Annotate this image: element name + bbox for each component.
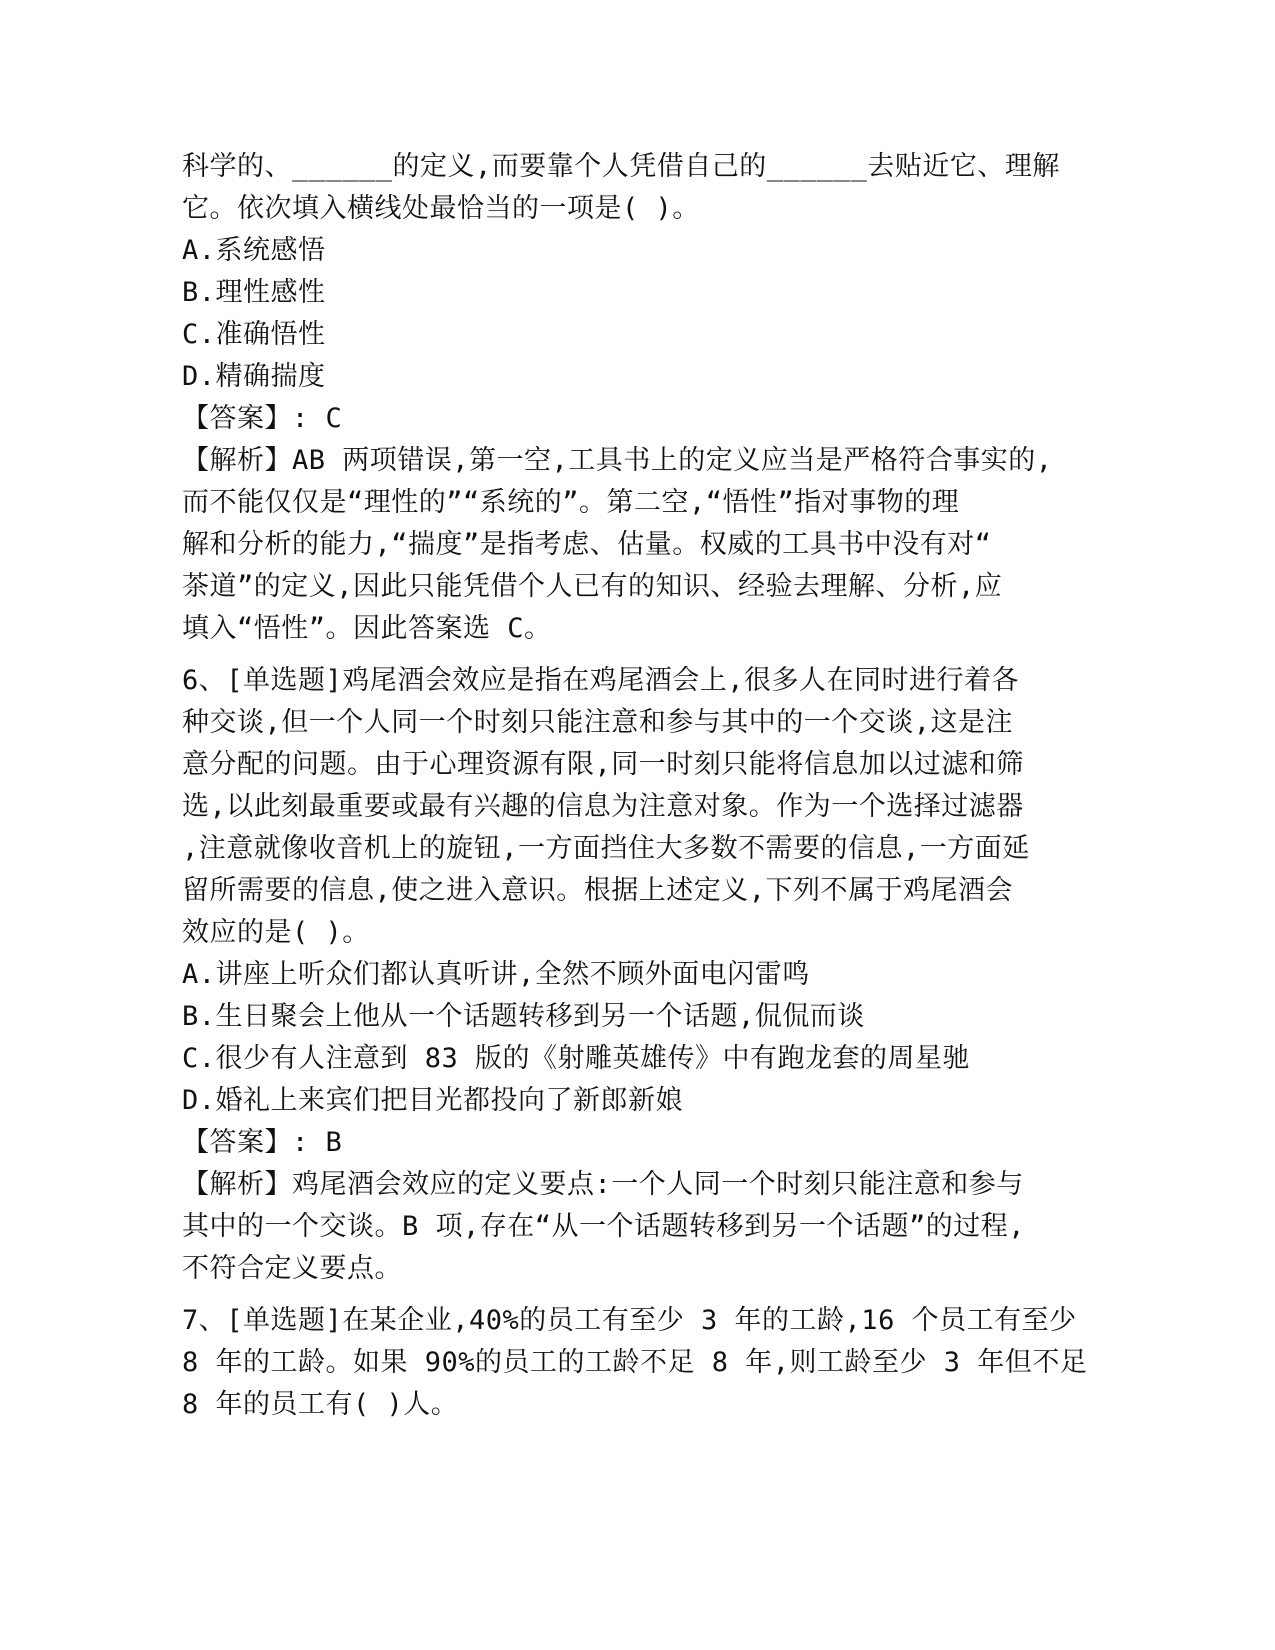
answer-line: 【答案】: B xyxy=(182,1127,343,1158)
question-stem-line: 6、[单选题]鸡尾酒会效应是指在鸡尾酒会上,很多人在同时进行着各 xyxy=(182,665,1020,696)
analysis-line: 【解析】AB 两项错误,第一空,工具书上的定义应当是严格符合事实的, xyxy=(182,445,1053,476)
question-stem-line: 7、[单选题]在某企业,40%的员工有至少 3 年的工龄,16 个员工有至少 xyxy=(182,1305,1077,1336)
question-stem-line: 留所需要的信息,使之进入意识。根据上述定义,下列不属于鸡尾酒会 xyxy=(182,875,1014,906)
option-b: B.理性感性 xyxy=(182,277,326,308)
option-c: C.准确悟性 xyxy=(182,319,326,350)
question-5 xyxy=(182,146,1082,650)
option-a: A.讲座上听众们都认真听讲,全然不顾外面电闪雷鸣 xyxy=(182,959,810,990)
question-stem-line: 选,以此刻最重要或最有兴趣的信息为注意对象。作为一个选择过滤器 xyxy=(182,791,1024,822)
option-d: D.婚礼上来宾们把目光都投向了新郎新娘 xyxy=(182,1085,684,1116)
question-stem-line: ,注意就像收音机上的旋钮,一方面挡住大多数不需要的信息,一方面延 xyxy=(182,833,1030,864)
analysis-line: 解和分析的能力,“揣度”是指考虑、估量。权威的工具书中没有对“ xyxy=(182,529,992,560)
question-stem-line: 种交谈,但一个人同一个时刻只能注意和参与其中的一个交谈,这是注 xyxy=(182,707,1014,738)
question-stem-line: 8 年的员工有( )人。 xyxy=(182,1389,459,1420)
analysis-line: 不符合定义要点。 xyxy=(182,1253,402,1284)
question-stem-line: 意分配的问题。由于心理资源有限,同一时刻只能将信息加以过滤和筛 xyxy=(182,749,1024,780)
analysis-line: 填入“悟性”。因此答案选 C。 xyxy=(182,613,552,644)
option-d: D.精确揣度 xyxy=(182,361,326,392)
document-page xyxy=(182,146,1088,1426)
question-6 xyxy=(182,660,1082,1290)
question-stem-line: 效应的是( )。 xyxy=(182,917,370,948)
question-stem-line: 它。依次填入横线处最恰当的一项是( )。 xyxy=(182,193,700,224)
option-c: C.很少有人注意到 83 版的《射雕英雄传》中有跑龙套的周星驰 xyxy=(182,1043,971,1074)
analysis-line: 茶道”的定义,因此只能凭借个人已有的知识、经验去理解、分析,应 xyxy=(182,571,1003,602)
question-stem-line: 科学的、______的定义,而要靠个人凭借自己的______去贴近它、理解 xyxy=(182,151,1060,182)
option-a: A.系统感悟 xyxy=(182,235,326,266)
question-7 xyxy=(182,1300,1088,1426)
answer-line: 【答案】: C xyxy=(182,403,343,434)
question-stem-line: 8 年的工龄。如果 90%的员工的工龄不足 8 年,则工龄至少 3 年但不足 xyxy=(182,1347,1088,1378)
analysis-line: 【解析】鸡尾酒会效应的定义要点:一个人同一个时刻只能注意和参与 xyxy=(182,1169,1024,1200)
analysis-line: 而不能仅仅是“理性的”“系统的”。第二空,“悟性”指对事物的理 xyxy=(182,487,960,518)
analysis-line: 其中的一个交谈。B 项,存在“从一个话题转移到另一个话题”的过程, xyxy=(182,1211,1026,1242)
option-b: B.生日聚会上他从一个话题转移到另一个话题,侃侃而谈 xyxy=(182,1001,865,1032)
